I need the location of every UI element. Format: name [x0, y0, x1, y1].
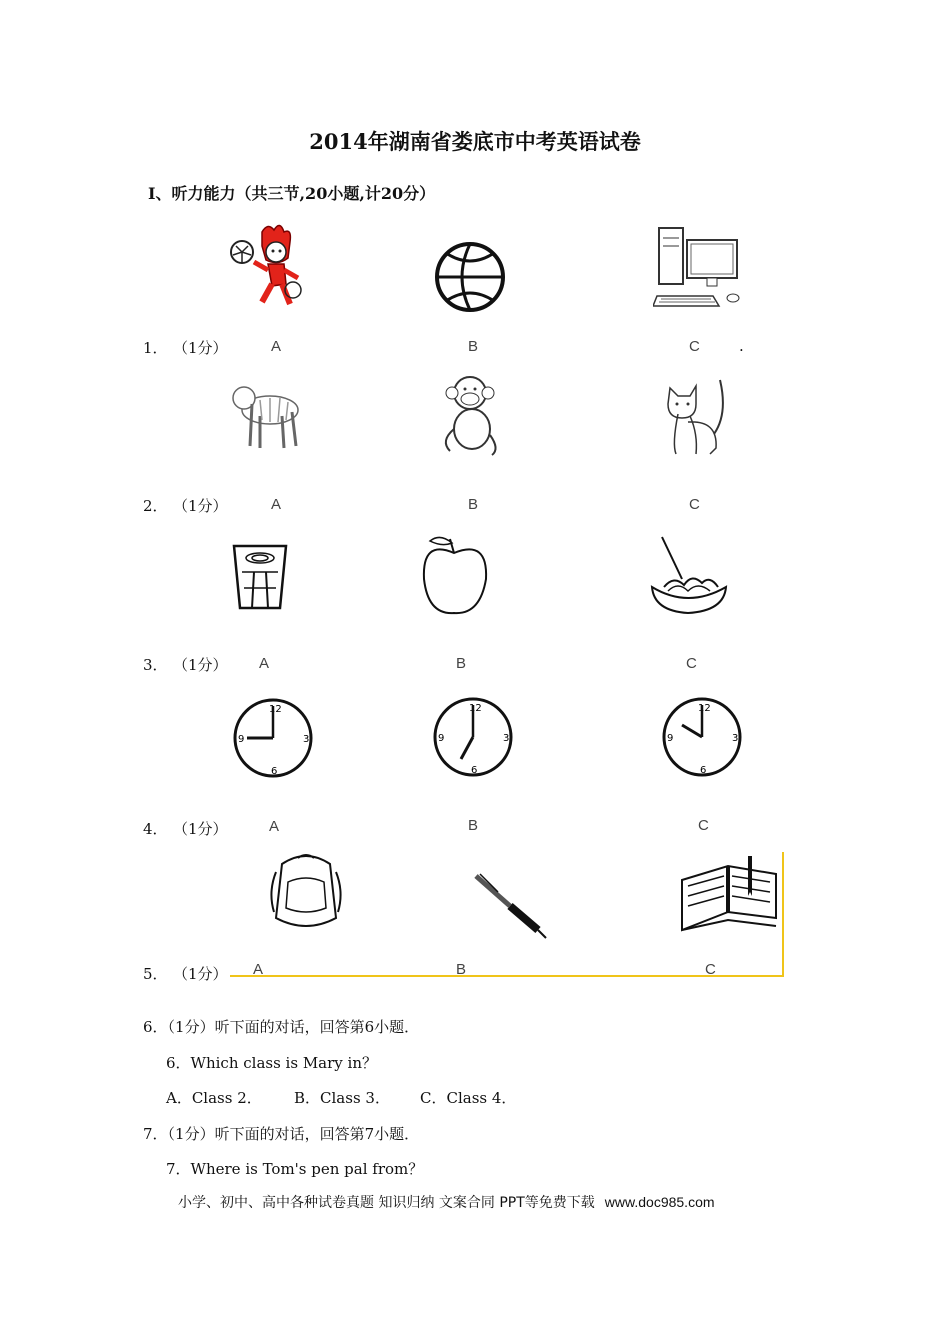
apple-icon [416, 535, 492, 617]
clock-7-icon [431, 695, 515, 779]
option-b-label: B [456, 655, 467, 672]
noodles-icon [648, 535, 730, 615]
question-6-text: 6．Which class is Mary in？ [166, 1054, 377, 1072]
svg-text:9: 9 [438, 733, 445, 744]
option-a-label: A [269, 818, 280, 835]
option-c-label: C [686, 655, 697, 672]
option-b-label: B [468, 817, 479, 834]
question-6-option-a: A．Class 2． [166, 1089, 262, 1107]
svg-text:3: 3 [303, 734, 310, 745]
svg-text:6: 6 [471, 765, 478, 776]
cat-icon [662, 374, 728, 458]
option-a-label: A [259, 655, 270, 672]
svg-text:12: 12 [469, 703, 482, 714]
footer-url[interactable]: www.doc985.com [604, 1194, 715, 1210]
footer-text: 小学、初中、高中各种试卷真题 知识归纳 文案合同 PPT等免费下载 [178, 1195, 595, 1211]
question-number: 5． [143, 965, 168, 983]
monkey-icon [434, 371, 504, 459]
option-c-label: C [689, 338, 700, 355]
option-c-label: C [698, 817, 709, 834]
svg-text:9: 9 [667, 733, 674, 744]
basketball-icon [434, 241, 506, 313]
option-a-label: A [271, 496, 282, 513]
option-b-label: B [468, 338, 479, 355]
option-b-label: B [468, 496, 479, 513]
backpack-icon [268, 852, 344, 932]
computer-icon [653, 226, 743, 311]
option-a-label: A [253, 961, 264, 978]
svg-text:12: 12 [269, 704, 282, 715]
question-score: （1分） [173, 339, 228, 357]
svg-text:6: 6 [700, 765, 707, 776]
trailing-period: . [739, 337, 744, 355]
svg-text:3: 3 [732, 733, 739, 744]
glass-icon [230, 542, 290, 612]
question-number: 2． [143, 497, 168, 515]
page-title: 2014年湖南省娄底市中考英语试卷 [309, 129, 641, 154]
clock-10-icon [660, 695, 744, 779]
question-score: （1分） [173, 820, 228, 838]
svg-text:12: 12 [698, 703, 711, 714]
question-number: 3． [143, 656, 168, 674]
question-score: （1分） [173, 965, 228, 983]
yellow-border-bottom [230, 975, 783, 977]
question-6-option-c: C．Class 4． [420, 1089, 517, 1107]
footer [178, 1192, 715, 1212]
question-6-header: 6．（1分）听下面的对话，回答第6小题． [143, 1018, 420, 1036]
question-7-header: 7．（1分）听下面的对话，回答第7小题． [143, 1125, 420, 1143]
soccer-mascot-icon [228, 222, 308, 314]
option-b-label: B [456, 961, 467, 978]
question-number: 1． [143, 339, 168, 357]
question-score: （1分） [173, 656, 228, 674]
option-c-label: C [705, 961, 716, 978]
question-6-option-b: B．Class 3． [294, 1089, 390, 1107]
clock-9-icon [231, 696, 315, 780]
svg-text:9: 9 [238, 734, 245, 745]
option-c-label: C [689, 496, 700, 513]
svg-text:3: 3 [503, 733, 510, 744]
question-7-text: 7．Where is Tom's pen pal from？ [166, 1160, 424, 1178]
svg-text:6: 6 [271, 766, 278, 777]
section-heading: Ⅰ、听力能力（共三节,20小题,计20分） [148, 184, 436, 203]
option-a-label: A [271, 338, 282, 355]
yellow-border-right [782, 852, 784, 977]
pen-icon [470, 870, 550, 942]
book-icon [678, 852, 780, 938]
question-number: 4． [143, 820, 168, 838]
question-score: （1分） [173, 497, 228, 515]
tiger-icon [230, 376, 304, 454]
